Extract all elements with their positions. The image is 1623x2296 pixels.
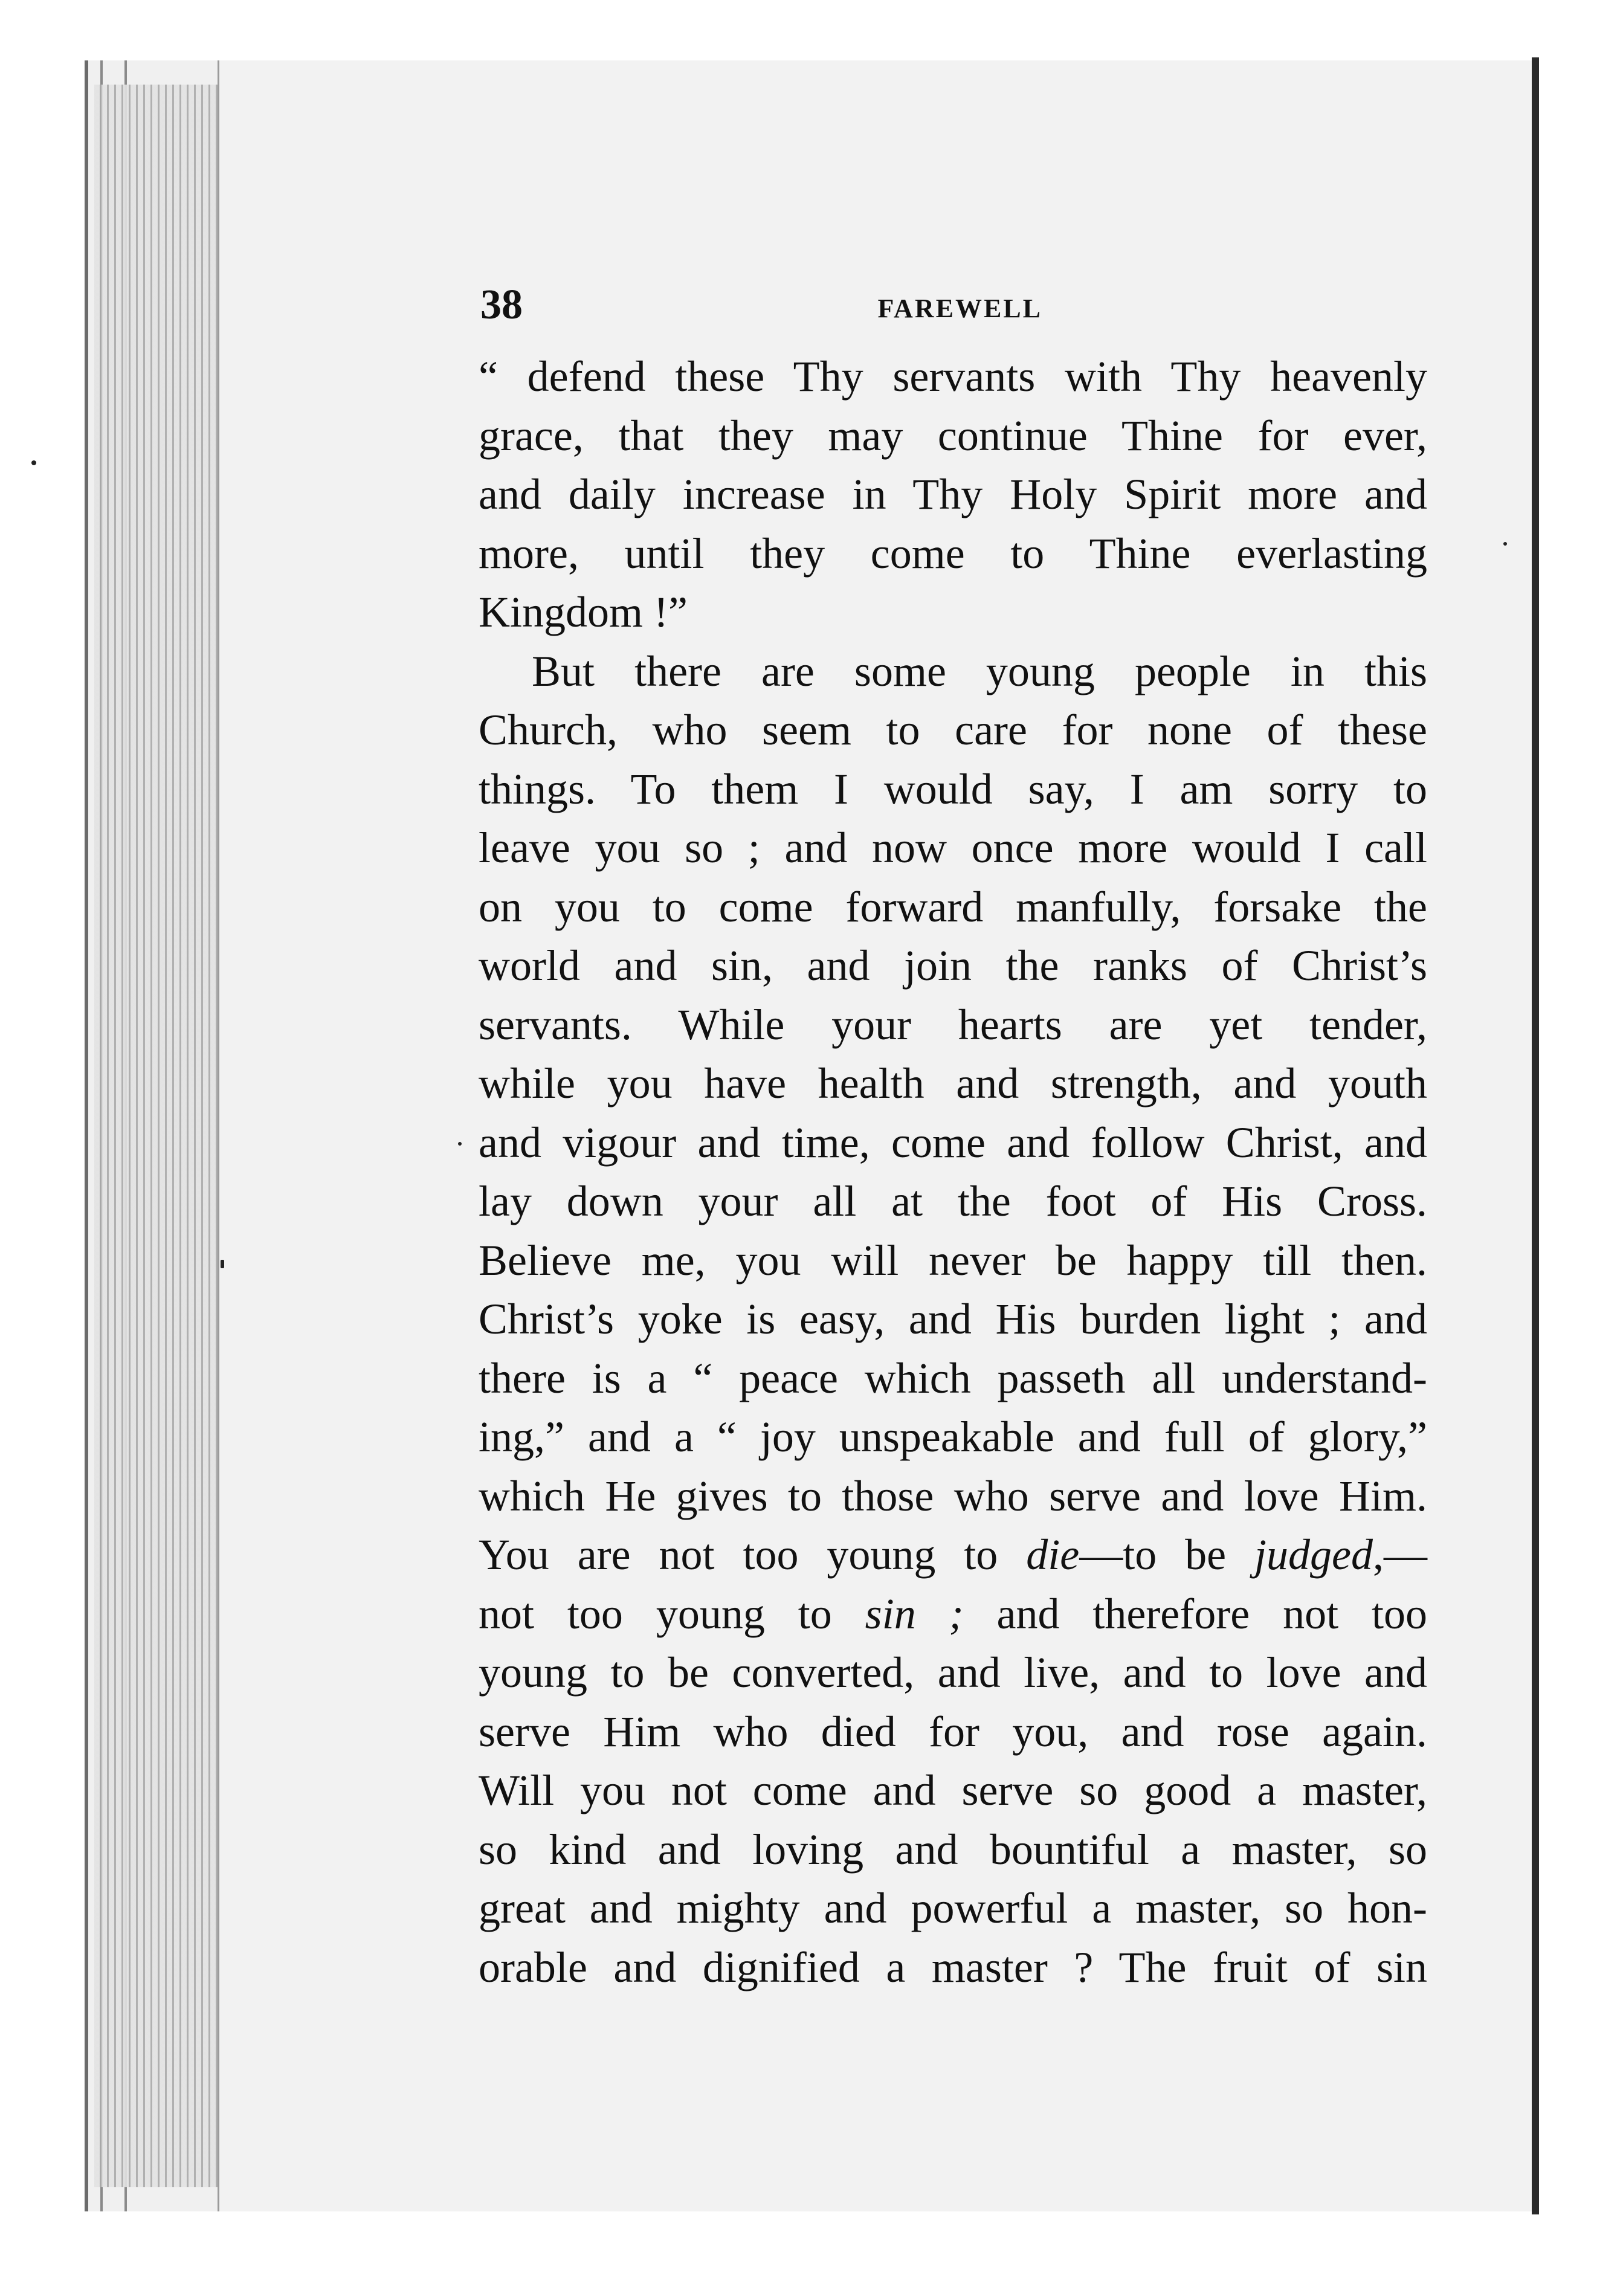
- text-run: —to be: [1079, 1530, 1255, 1579]
- scan-speck: [458, 1142, 462, 1146]
- paragraph-start-line: But there are some young people in this: [532, 647, 1427, 695]
- scan-speck: [31, 460, 36, 465]
- text-line: young to be converted, and live, and to love and: [479, 1648, 1427, 1697]
- text-line: orable and dignified a master ? The fruit of sin: [479, 1943, 1427, 1991]
- running-head: FAREWELL: [877, 294, 1042, 323]
- facing-page: [1539, 57, 1623, 2214]
- page-header: [480, 275, 1091, 335]
- text-line: more, until they come to Thine everlasting: [479, 529, 1427, 578]
- text-line: servants. While your hearts are yet tender,: [479, 1000, 1427, 1049]
- text-line: so kind and loving and bountiful a master, so: [479, 1825, 1427, 1874]
- text-line: things. To them I would say, I am sorry to: [479, 764, 1427, 813]
- page-number: 38: [480, 282, 523, 328]
- text-line: lay down your all at the foot of His Cross.: [479, 1177, 1427, 1225]
- text-line: great and mighty and powerful a master, so hon-: [479, 1884, 1427, 1932]
- text-line: Believe me, you will never be happy till then.: [479, 1236, 1427, 1285]
- text-line: which He gives to those who serve and love Him.: [479, 1471, 1427, 1520]
- italic-word: judged: [1254, 1530, 1373, 1579]
- text-line: world and sin, and join the ranks of Christ’s: [479, 941, 1427, 990]
- fore-edge: [94, 85, 227, 2187]
- text-run: You are not too young to: [479, 1530, 1027, 1579]
- text-line: Kingdom !”: [479, 588, 688, 636]
- italic-word: sin ;: [865, 1589, 964, 1638]
- body-text: [479, 347, 1427, 1997]
- text-line: grace, that they may continue Thine for ever,: [479, 411, 1427, 460]
- text-line: there is a “ peace which passeth all understand-: [479, 1353, 1427, 1402]
- text-line: and vigour and time, come and follow Christ, and: [479, 1118, 1427, 1167]
- gutter-shadow: [1532, 57, 1539, 2214]
- text-run: not too young to: [479, 1589, 865, 1638]
- text-line: Church, who seem to care for none of these: [479, 706, 1427, 754]
- text-line: ing,” and a “ joy unspeakable and full of glory,”: [479, 1413, 1427, 1461]
- text-line: leave you so ; and now once more would I call: [479, 824, 1427, 872]
- text-line: “ defend these Thy servants with Thy heavenly: [479, 352, 1427, 401]
- text-line: serve Him who died for you, and rose again.: [479, 1707, 1427, 1756]
- text-line-with-italics: [479, 1585, 1427, 1644]
- text-line: Will you not come and serve so good a master,: [479, 1766, 1427, 1814]
- text-line-with-italics: [479, 1526, 1427, 1585]
- text-line: while you have health and strength, and youth: [479, 1059, 1427, 1108]
- text-line: and daily increase in Thy Holy Spirit more and: [479, 470, 1427, 518]
- text-run: ,—: [1372, 1530, 1427, 1579]
- scan-speck: [1503, 542, 1507, 546]
- italic-word: die: [1026, 1530, 1080, 1579]
- text-run: and therefore not too: [963, 1589, 1428, 1638]
- text-line: on you to come forward manfully, forsake the: [479, 882, 1427, 931]
- scan-speck: [221, 1260, 224, 1268]
- text-line: Christ’s yoke is easy, and His burden light ; and: [479, 1295, 1427, 1343]
